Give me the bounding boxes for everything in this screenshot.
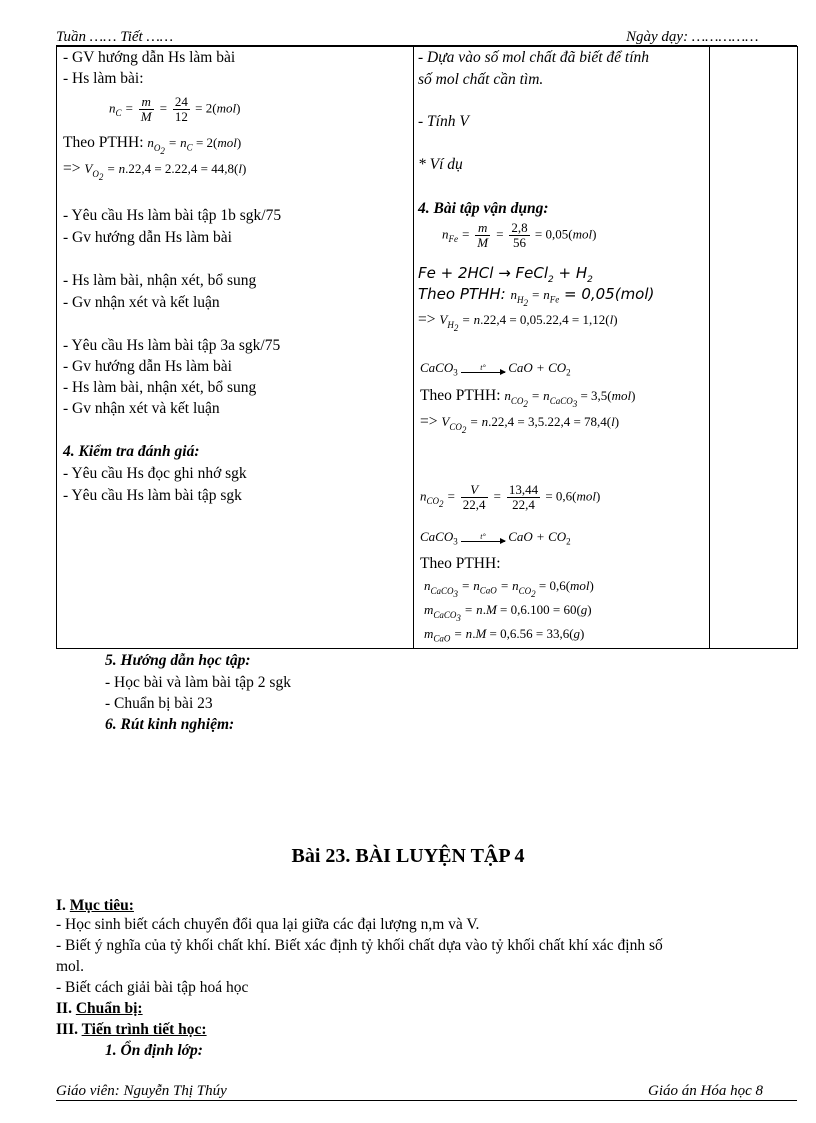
lesson-table [56, 46, 798, 649]
col1-line-2: - Hs làm bài: [63, 70, 144, 87]
heading-6: 6. Rút kinh nghiệm: [105, 716, 235, 733]
theo-pthh-label: Theo PTHH: [420, 387, 501, 404]
col2-line-3: - Tính V [418, 113, 469, 130]
col2-eq-caco3-2: CaCO$_3$ t° CaO + $CO_2$ [420, 529, 571, 547]
heading-5: 5. Hướng dẫn học tập: [105, 652, 251, 669]
section-3-number: III. [56, 1021, 78, 1038]
col1-theo [63, 134, 241, 155]
objective-2-cont: mol. [56, 958, 84, 975]
objective-3: - Biết cách giải bài tập hoá học [56, 979, 249, 996]
after-line-1: - Học bài và làm bài tập 2 sgk [105, 674, 291, 691]
col1-line-9: - Hs làm bài, nhận xét, bổ sung [63, 379, 257, 396]
col2-eq-mcao: $m_{CaO} = n.M = 0,6.56 = 33,6(g)$ [424, 626, 585, 644]
col1-line-1: - GV hướng dẫn Hs làm bài [63, 49, 236, 66]
section-2-label: Chuẩn bị: [75, 1000, 143, 1017]
footer-left: Giáo viên: Nguyễn Thị Thúy [56, 1083, 227, 1099]
col2-eq-vh2: => $V_{H_2} = n.22,4 = 0,05.22,4 = 1,12(l)$ [418, 311, 618, 333]
col1-heading-4: 4. Kiểm tra đánh giá: [63, 443, 200, 460]
col2-eq-reaction-1: Fe + 2HCl → FeCl$_2$ + $H_2$ [418, 264, 593, 285]
col2-theo-2: Theo PTHH: [420, 555, 501, 572]
section-3-item-1: 1. Ổn định lớp: [105, 1042, 203, 1059]
col1-line-12: - Yêu cầu Hs làm bài tập sgk [63, 487, 242, 504]
col2-line-2: số mol chất cần tìm. [418, 71, 544, 88]
notes-column [710, 47, 798, 649]
section-1-heading [56, 897, 134, 915]
col2-eq-caco3-1: CaCO$_3$ t° CaO + $CO_2$ [420, 360, 571, 378]
col2-eq-nfe: $n_{Fe}$ = $\frac{m}{M}$ = $\frac{2,8}{56}$ = 0,05(mol) [442, 220, 597, 250]
header-right: Ngày dạy: …………… [626, 29, 759, 45]
col2-eq-nco2-v: $n_{CO_2}$ = $\frac{V}{22,4}$ = $\frac{13,44}{22,4}$ = 0,6(mol) [420, 482, 601, 512]
section-3-label: Tiến trình tiết học: [81, 1021, 207, 1038]
col1-line-6: - Gv nhận xét và kết luận [63, 294, 220, 311]
col1-line-3: - Yêu cầu Hs làm bài tập 1b sgk/75 [63, 207, 282, 224]
col2-line-1: - Dựa vào số mol chất đã biết để tính [418, 49, 650, 66]
col2-eq-mcaco3: $m_{CaCO_3} = n.M = 0,6.100 = 60(g)$ [424, 602, 592, 623]
col2-eq-nco2: $n_{CO_2} = n_{CaCO_3} = 3,5(mol)$ [504, 388, 636, 409]
after-line-2: - Chuẩn bị bài 23 [105, 695, 213, 712]
col2-eq-vco2: => $V_{CO_2} = n.22,4 = 3,5.22,4 = 78,4(l)$ [420, 413, 620, 435]
col2-line-4: * Ví dụ [418, 156, 463, 173]
content-column [414, 47, 710, 649]
col2-eq-nh2: Theo PTHH: $n_{H_2} = n_{Fe} = 0,05(mol)$ [418, 285, 655, 308]
section-1-label: Mục tiêu: [69, 897, 134, 914]
col2-heading-4: 4. Bài tập vận dụng: [418, 200, 549, 217]
footer-right: Giáo án Hóa học 8 [648, 1083, 763, 1099]
col1-line-7: - Yêu cầu Hs làm bài tập 3a sgk/75 [63, 337, 281, 354]
header-left: Tuần …… Tiết …… [56, 29, 174, 45]
col1-eq-nc: $n_C$ = $\frac{m}{M}$ = $\frac{24}{12}$ = 2(mol) [109, 94, 241, 124]
section-3-heading [56, 1021, 207, 1039]
lesson-title: Bài 23. BÀI LUYỆN TẬP 4 [291, 845, 525, 867]
footer-rule [56, 1100, 797, 1101]
col1-line-10: - Gv nhận xét và kết luận [63, 400, 220, 417]
teacher-student-column [57, 47, 414, 649]
col2-eq-ncaco3: $n_{CaCO_3} = n_{CaO} = n_{CO_2} = 0,6(mol)$ [424, 578, 594, 599]
section-2-heading [56, 1000, 143, 1018]
col1-line-4: - Gv hướng dẫn Hs làm bài [63, 229, 232, 246]
section-2-number: II. [56, 1000, 72, 1017]
col1-eq-vo2: => $V_{O_2} = n.22,4 = 2.22,4 = 44,8(l)$ [63, 160, 247, 182]
objective-2: - Biết ý nghĩa của tỷ khối chất khí. Biết xác định tỷ khối chất dựa vào tỷ khối chất khí xác định số [56, 937, 663, 954]
col1-line-5: - Hs làm bài, nhận xét, bổ sung [63, 272, 257, 289]
theo-pthh-label: Theo PTHH: [63, 134, 144, 151]
col1-line-11: - Yêu cầu Hs đọc ghi nhớ sgk [63, 465, 247, 482]
col2-theo-1 [420, 387, 635, 408]
col1-line-8: - Gv hướng dẫn Hs làm bài [63, 358, 232, 375]
section-1-number: I. [56, 897, 66, 914]
objective-1: - Học sinh biết cách chuyển đổi qua lại giữa các đại lượng n,m và V. [56, 916, 480, 933]
col1-eq-no2: $n_{O_2} = n_C = 2(mol)$ [147, 135, 242, 156]
